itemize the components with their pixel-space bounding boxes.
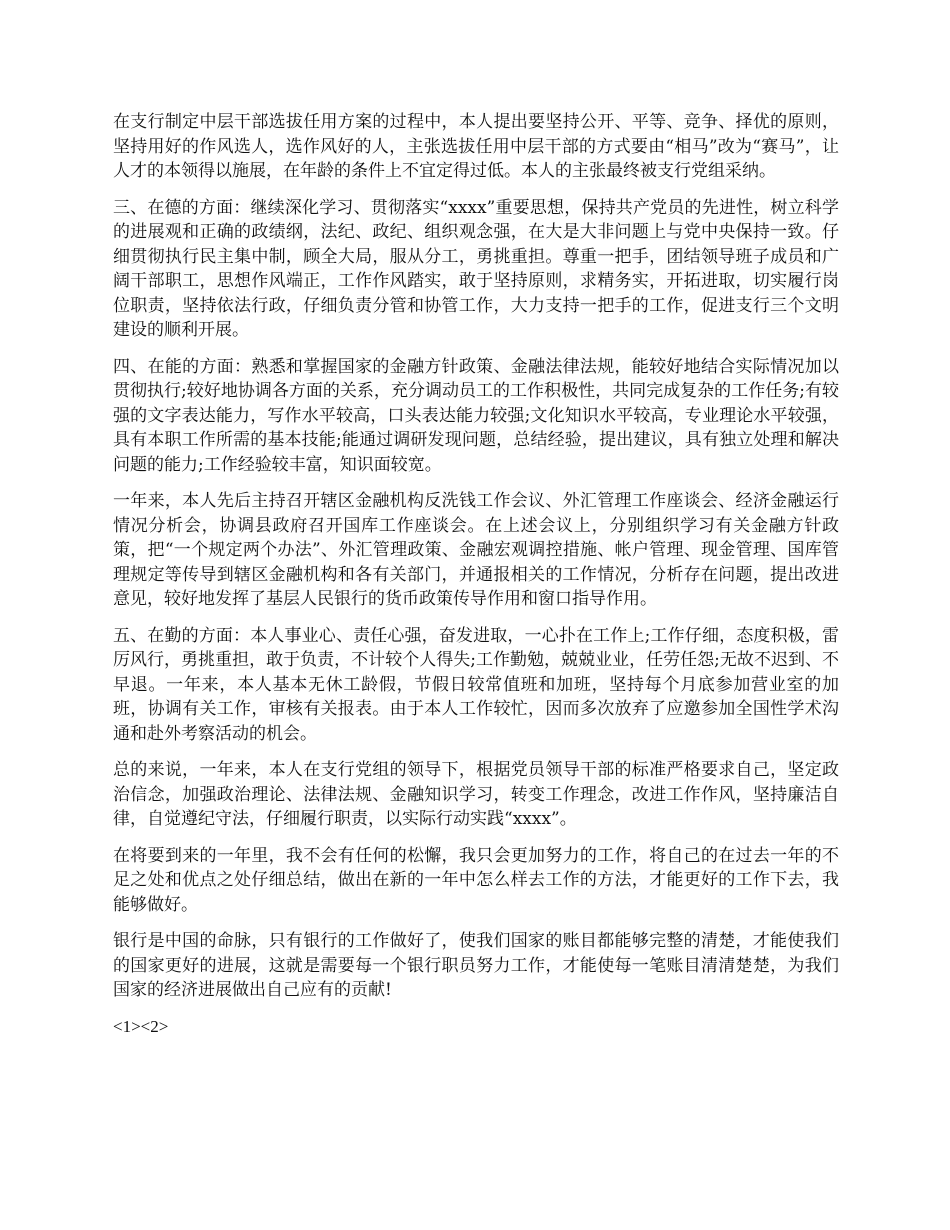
document-body: [113, 110, 839, 1039]
paragraph-meetings: 一年来，本人先后主持召开辖区金融机构反洗钱工作会议、外汇管理工作座谈会、经济金融运行情况分析会，协调县政府召开国库工作座谈会。在上述会议上，分别组织学习有关金融方针政策，把“一个规定两个办法”、外汇管理政策、金融宏观调控措施、帐户管理、现金管理、国库管理规定等传导到辖区金融机构和各有关部门，并通报相关的工作情况，分析存在问题，提出改进意见，较好地发挥了基层人民银行的货币政策传导作用和窗口指导作用。: [113, 491, 839, 609]
pagination-links[interactable]: <1><2>: [113, 1016, 169, 1036]
paragraph-ability: 四、在能的方面：熟悉和掌握国家的金融方针政策、金融法律法规，能较好地结合实际情况加以贯彻执行;较好地协调各方面的关系，充分调动员工的工作积极性，共同完成复杂的工作任务;有较强的文字表达能力，写作水平较高，口头表达能力较强;文化知识水平较高，专业理论水平较强，具有本职工作所需的基本技能;能通过调研发现问题，总结经验，提出建议，具有独立处理和解决问题的能力;工作经验较丰富，知识面较宽。: [113, 356, 839, 475]
paragraph-summary: 总的来说，一年来，本人在支行党组的领导下，根据党员领导干部的标准严格要求自己，坚定政治信念，加强政治理论、法律法规、金融知识学习，转变工作理念，改进工作作风，坚持廉洁自律，自觉遵纪守法，仔细履行职责，以实际行动实践“xxxx”。: [113, 760, 839, 829]
paragraph-diligence: 五、在勤的方面：本人事业心、责任心强，奋发进取，一心扑在工作上;工作仔细，态度积极，雷厉风行，勇挑重担，敢于负责，不计较个人得失;工作勤勉，兢兢业业，任劳任怨;无故不迟到、不早退。一年来，本人基本无休工龄假，节假日较常值班和加班，坚持每个月底参加营业室的加班，协调有关工作，审核有关报表。由于本人工作较忙，因而多次放弃了应邀参加全国性学术沟通和赴外考察活动的机会。: [113, 625, 839, 744]
paragraph-next-year: 在将要到来的一年里，我不会有任何的松懈，我只会更加努力的工作，将自己的在过去一年的不足之处和优点之处仔细总结，做出在新的一年中怎么样去工作的方法，才能更好的工作下去，我能够做好。: [113, 845, 839, 915]
paragraph-bank-importance: 银行是中国的命脉，只有银行的工作做好了，使我们国家的账目都能够完整的清楚，才能使我们的国家更好的进展，这就是需要每一个银行职员努力工作，才能使每一笔账目清清楚楚，为我们国家的经济进展做出自己应有的贡献!: [113, 931, 839, 1000]
paragraph-cadre-selection: 在支行制定中层干部选拔任用方案的过程中，本人提出要坚持公开、平等、竞争、择优的原则，坚持用好的作风选人，选作风好的人，主张选拔任用中层干部的方式要由“相马”改为“赛马”，让人才的本领得以施展，在年龄的条件上不宜定得过低。本人的主张最终被支行党组采纳。: [113, 112, 839, 181]
paragraph-morality: 三、在德的方面：继续深化学习、贯彻落实“xxxx”重要思想，保持共产党员的先进性，树立科学的进展观和正确的政绩纲，法纪、政纪、组织观念强，在大是大非问题上与党中央保持一致。仔细贯彻执行民主集中制，顾全大局，服从分工，勇挑重担。尊重一把手，团结领导班子成员和广阔干部职工，思想作风端正，工作作风踏实，敢于坚持原则，求精务实，开拓进取，切实履行岗位职责，坚持依法行政，仔细负责分管和协管工作，大力支持一把手的工作，促进支行三个文明建设的顺利开展。: [113, 197, 839, 340]
